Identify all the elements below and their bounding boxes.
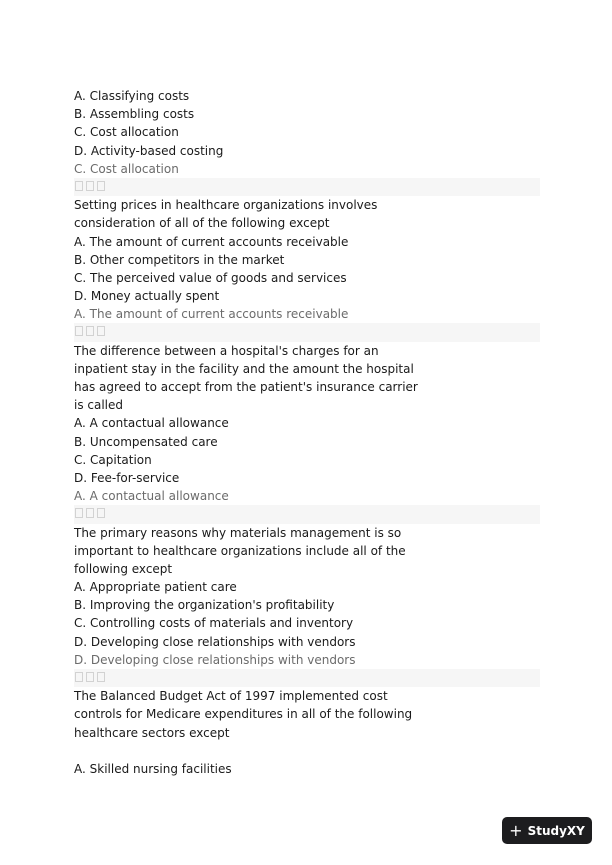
text-line: B. Assembling costs xyxy=(74,107,195,122)
plus-icon: + xyxy=(509,820,523,840)
text-line: D. Activity-based costing xyxy=(74,143,224,158)
placeholder-glyph-icon xyxy=(75,672,105,682)
answer-line: A. The amount of current accounts receivable xyxy=(74,307,349,322)
text-line: consideration of all of the following except xyxy=(74,216,330,231)
placeholder-glyph-icon xyxy=(75,181,105,191)
missing-glyph-icon xyxy=(75,326,83,336)
missing-glyph-icon xyxy=(75,672,83,682)
text-line: D. Developing close relationships with vendors xyxy=(74,634,356,649)
brand-name: StudyXY xyxy=(527,823,585,838)
document-body xyxy=(74,87,540,778)
text-line: controls for Medicare expenditures in all of the following xyxy=(74,707,413,722)
text-line: C. Controlling costs of materials and inventory xyxy=(74,616,354,631)
answer-line: C. Cost allocation xyxy=(74,161,179,176)
text-line: The difference between a hospital's charges for an xyxy=(74,343,379,358)
question-separator xyxy=(74,669,540,687)
question-separator xyxy=(74,323,540,341)
question-separator xyxy=(74,505,540,523)
text-line: D. Fee-for-service xyxy=(74,470,180,485)
text-line: The Balanced Budget Act of 1997 implemented cost xyxy=(74,689,388,704)
text-line: important to healthcare organizations include all of the xyxy=(74,543,406,558)
question-separator xyxy=(74,178,540,196)
text-line: D. Money actually spent xyxy=(74,289,220,304)
text-line: A. Classifying costs xyxy=(74,89,190,103)
text-line: following except xyxy=(74,561,173,576)
missing-glyph-icon xyxy=(75,508,83,518)
missing-glyph-icon xyxy=(75,181,83,191)
missing-glyph-icon xyxy=(86,326,94,336)
answer-line: D. Developing close relationships with vendors xyxy=(74,652,356,667)
blank-line xyxy=(74,742,540,760)
missing-glyph-icon xyxy=(97,672,105,682)
missing-glyph-icon xyxy=(86,508,94,518)
text-line: B. Improving the organization's profitability xyxy=(74,598,335,613)
text-line: A. Appropriate patient care xyxy=(74,580,237,595)
missing-glyph-icon xyxy=(97,326,105,336)
studyxy-logo-badge[interactable] xyxy=(502,817,592,844)
text-line: C. The perceived value of goods and services xyxy=(74,270,347,285)
answer-line: A. A contactual allowance xyxy=(74,489,229,504)
text-line: Setting prices in healthcare organizations involves xyxy=(74,198,378,213)
missing-glyph-icon xyxy=(86,672,94,682)
missing-glyph-icon xyxy=(86,181,94,191)
text-line: A. The amount of current accounts receivable xyxy=(74,234,349,249)
text-line: The primary reasons why materials management is so xyxy=(74,525,402,540)
text-line: C. Cost allocation xyxy=(74,125,179,140)
text-line: A. Skilled nursing facilities xyxy=(74,761,232,776)
placeholder-glyph-icon xyxy=(75,508,105,518)
missing-glyph-icon xyxy=(97,181,105,191)
text-line: A. A contactual allowance xyxy=(74,416,229,431)
placeholder-glyph-icon xyxy=(75,326,105,336)
text-line: is called xyxy=(74,398,124,413)
text-line: C. Capitation xyxy=(74,452,152,467)
text-line: has agreed to accept from the patient's insurance carrier xyxy=(74,380,418,394)
text-line: B. Uncompensated care xyxy=(74,434,218,449)
text-line: healthcare sectors except xyxy=(74,725,230,740)
text-line: inpatient stay in the facility and the amount the hospital xyxy=(74,361,414,376)
missing-glyph-icon xyxy=(97,508,105,518)
text-line: B. Other competitors in the market xyxy=(74,252,285,267)
